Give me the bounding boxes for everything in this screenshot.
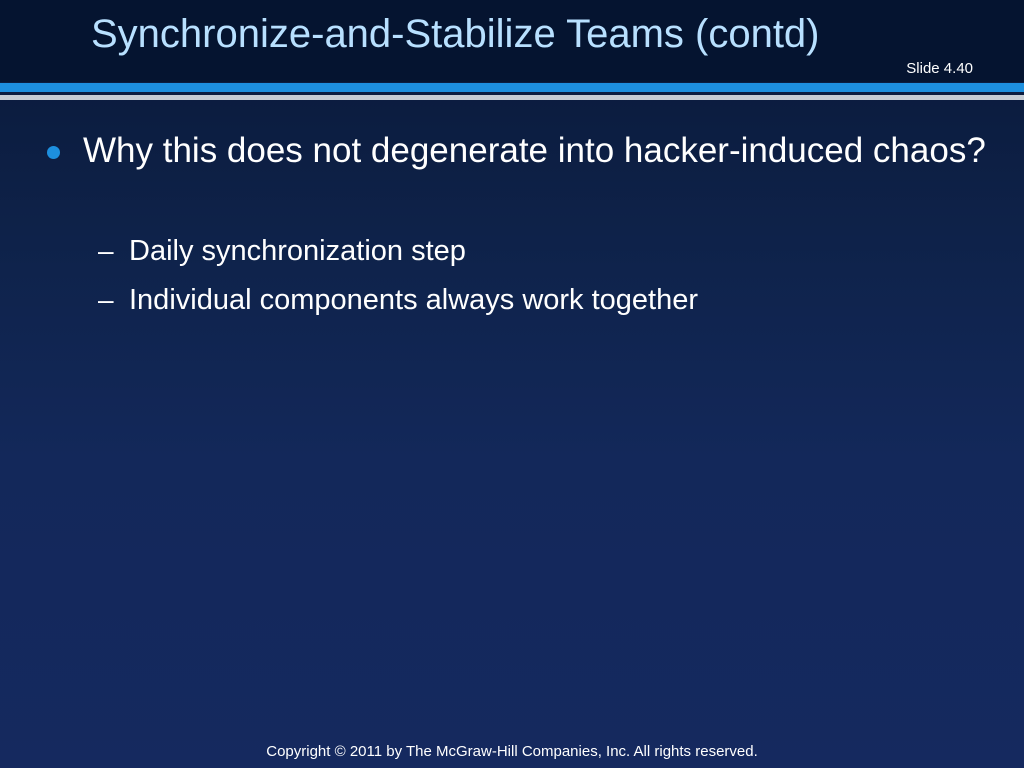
- slide-title: Synchronize-and-Stabilize Teams (contd): [91, 12, 820, 56]
- slide-number: Slide 4.40: [906, 60, 973, 77]
- copyright-footer: Copyright © 2011 by The McGraw-Hill Companies, Inc. All rights reserved.: [266, 743, 758, 760]
- sub-bullet-text: Daily synchronization step: [129, 235, 466, 267]
- blue-divider: [0, 83, 1024, 92]
- gray-divider: [0, 95, 1024, 100]
- dash-icon: –: [98, 235, 114, 266]
- sub-bullet-item: [0, 231, 1024, 271]
- sub-bullet-item: [0, 280, 1024, 320]
- sub-bullet-text: Individual components always work together: [129, 284, 699, 316]
- bullet-text: Why this does not degenerate into hacker-induced chaos?: [83, 131, 986, 170]
- dash-icon: –: [98, 284, 114, 315]
- bullet-dot-icon: [47, 146, 60, 159]
- title-bar: [0, 0, 1024, 82]
